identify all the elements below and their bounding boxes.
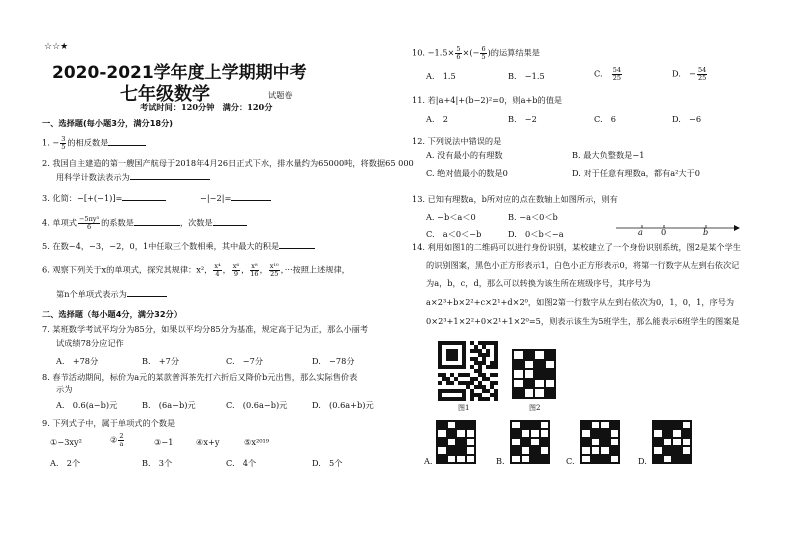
question-7-line1: 7. 某班数学考试平均分为85分，如果以平均分85分为基准，规定高于记为正，那么小丽考: [42, 324, 369, 334]
q3a-answer-blank[interactable]: [122, 192, 166, 201]
question-8-line2: 示为: [56, 384, 73, 394]
q4a-answer-blank[interactable]: [134, 217, 180, 226]
section-2-heading: 二、选择题（每小题4分，满分32分）: [42, 309, 182, 319]
option-c-pattern[interactable]: [580, 420, 620, 464]
q11-option-c[interactable]: C. 6: [594, 114, 616, 124]
axis-label-b: b: [703, 227, 709, 237]
q10-option-a[interactable]: A. 1.5: [426, 71, 456, 81]
option-d-pattern[interactable]: [652, 420, 692, 464]
q10-option-c[interactable]: C. $\frac{54}{25}$: [594, 66, 622, 82]
q2-answer-blank[interactable]: [130, 171, 210, 180]
question-3: 3. 化简：−[+(−1)]=: [42, 192, 166, 204]
figure-2-pattern: [512, 349, 556, 399]
q7-option-a[interactable]: A. +78分: [56, 356, 99, 366]
q13-option-c[interactable]: C. a＜0＜−b: [426, 229, 482, 239]
question-5: 5. 在数−4，−3，−2，0，1中任取三个数相乘，其中最大的积是: [42, 240, 315, 252]
q9-option-d[interactable]: D. 5个: [312, 458, 343, 468]
question-10: 10. −1.5× $\frac{5}{6}$ ×(− $\frac{6}{5}$ )的运算结果是: [412, 45, 540, 61]
question-14-line1: 14. 利用如图1的二维码可以进行身份识别，某校建立了一个身份识别系统，图2是某个学生: [412, 242, 741, 252]
option-d-label[interactable]: D.: [638, 456, 647, 466]
q10-option-b[interactable]: B. −1.5: [508, 71, 545, 81]
question-14-line3: 为a，b，c，d，那么可以转换为该生所在班级序号，其序号为: [426, 278, 651, 288]
q6-answer-blank[interactable]: [127, 288, 167, 297]
question-11: 11. 若|a+4|+(b−2)²=0，则a+b的值是: [412, 95, 563, 105]
option-a-label[interactable]: A.: [424, 456, 433, 466]
question-2-line2: 用科学计数法表示为: [56, 171, 210, 183]
q9-option-a[interactable]: A. 2个: [50, 458, 81, 468]
q4b-answer-blank[interactable]: [213, 217, 247, 226]
q9-option-b[interactable]: B. 3个: [142, 458, 173, 468]
q5-answer-blank[interactable]: [279, 240, 315, 249]
q13-option-a[interactable]: A. −b＜a＜0: [426, 212, 476, 222]
q7-option-d[interactable]: D. −78分: [312, 356, 355, 366]
question-4: 4. 单项式 $\frac{\text{−5πy³}}{6}$ 的系数是 ，次数是: [42, 216, 247, 231]
q1-fraction: $\frac{3}{5}$: [61, 135, 66, 151]
question-14-line4: a×2³+b×2²+c×2¹+d×2⁰，如图2第一行数字从左到右依次为0，1，0，1，序号为: [426, 297, 735, 307]
section-1-heading: 一、选择题(每小题3分，满分18分): [42, 118, 174, 128]
q12-option-a[interactable]: A. 没有最小的有理数: [426, 150, 503, 160]
question-3-part2: −|−2|=: [200, 192, 271, 204]
stars-mark: ☆☆★: [44, 42, 69, 52]
qr-code-figure: [438, 341, 498, 401]
question-2-line1: 2. 我国自主建造的第一艘国产航母于2018年4月26日正式下水，排水量约为65000吨，将数据65 000: [42, 158, 414, 168]
paper-tag: 试题卷: [268, 90, 293, 100]
q8-option-a[interactable]: A. 0.6(a−b)元: [56, 400, 118, 410]
q1-answer-blank[interactable]: [108, 137, 146, 146]
q9-item-5: ⑤x²⁰¹⁹: [244, 437, 270, 447]
figure-2-caption: 图2: [529, 404, 541, 412]
q8-option-b[interactable]: B. (6a−b)元: [142, 400, 196, 410]
option-b-label[interactable]: B.: [496, 456, 505, 466]
q11-option-a[interactable]: A. 2: [426, 114, 448, 124]
q7-option-b[interactable]: B. +7分: [142, 356, 180, 366]
question-1: 1. − $\frac{3}{5}$ 的相反数是: [42, 136, 146, 151]
axis-label-a: a: [638, 227, 643, 237]
q10-option-d[interactable]: D. − $\frac{54}{25}$: [672, 66, 707, 82]
question-6-line2: 第n个单项式表示为: [56, 288, 167, 300]
question-9: 9. 下列式子中，属于单项式的个数是: [42, 418, 176, 428]
question-6: 6. 观察下列关于x的单项式，探究其规律：x²， $\frac{\text{x⁴}}{4}$ ， $\frac{\text{x⁶}}{9}$ ， $\frac{\text{x⁸}}{16}$ ， $\frac{\text{x¹⁰}}{25}$ ，···按照上述规律，: [42, 262, 350, 278]
q7-option-c[interactable]: C. −7分: [226, 356, 264, 366]
q11-option-d[interactable]: D. −6: [672, 114, 702, 124]
q12-option-c[interactable]: C. 绝对值最小的数是0: [426, 168, 508, 178]
exam-subtitle: 七年级数学: [120, 84, 210, 105]
q9-item-3: ③−1: [154, 437, 174, 447]
figure-1-caption: 图1: [458, 404, 470, 412]
q9-item-2: ② $\frac{2}{a}$: [110, 432, 124, 448]
option-c-label[interactable]: C.: [566, 456, 575, 466]
question-8-line1: 8. 春节活动期间，标价为a元的某款普洱茶先打六折后又降价b元出售，那么实际售价表: [42, 372, 358, 382]
q12-option-b[interactable]: B. 最大负整数是−1: [572, 150, 645, 160]
question-7-line2: 试成绩78分应记作: [56, 338, 124, 348]
question-12: 12. 下列说法中错误的是: [412, 136, 502, 146]
time-info: 考试时间：120分钟 满分：120分: [140, 102, 273, 112]
q8-option-c[interactable]: C. (0.6a−b)元: [226, 400, 288, 410]
question-13: 13. 已知有理数a，b所对应的点在数轴上如图所示，则有: [412, 194, 618, 204]
exam-title: 2020-2021学年度上学期期中考: [52, 63, 307, 83]
q9-item-4: ④x+y: [196, 437, 220, 447]
option-a-pattern[interactable]: [436, 420, 476, 464]
q11-option-b[interactable]: B. −2: [508, 114, 537, 124]
q8-option-d[interactable]: D. (0.6a+b)元: [312, 400, 374, 410]
q9-option-c[interactable]: C. 4个: [226, 458, 257, 468]
question-14-line5: 0×2³+1×2²+0×2¹+1×2⁰=5，则表示该生为5班学生，那么能表示6班学生的图案是: [426, 316, 740, 326]
q13-option-d[interactable]: D. 0＜b＜−a: [508, 229, 564, 239]
axis-label-0: 0: [661, 227, 667, 237]
q3b-answer-blank[interactable]: [231, 192, 271, 201]
q13-option-b[interactable]: B. −a＜0＜b: [508, 212, 558, 222]
q9-item-1: ①−3xy²: [50, 437, 82, 447]
option-b-pattern[interactable]: [510, 420, 550, 464]
q12-option-d[interactable]: D. 对于任意有理数a，都有a²大于0: [572, 168, 700, 178]
question-14-line2: 的识别图案，黑色小正方形表示1，白色小正方形表示0，将第一行数字从左到右依次记: [426, 260, 740, 270]
